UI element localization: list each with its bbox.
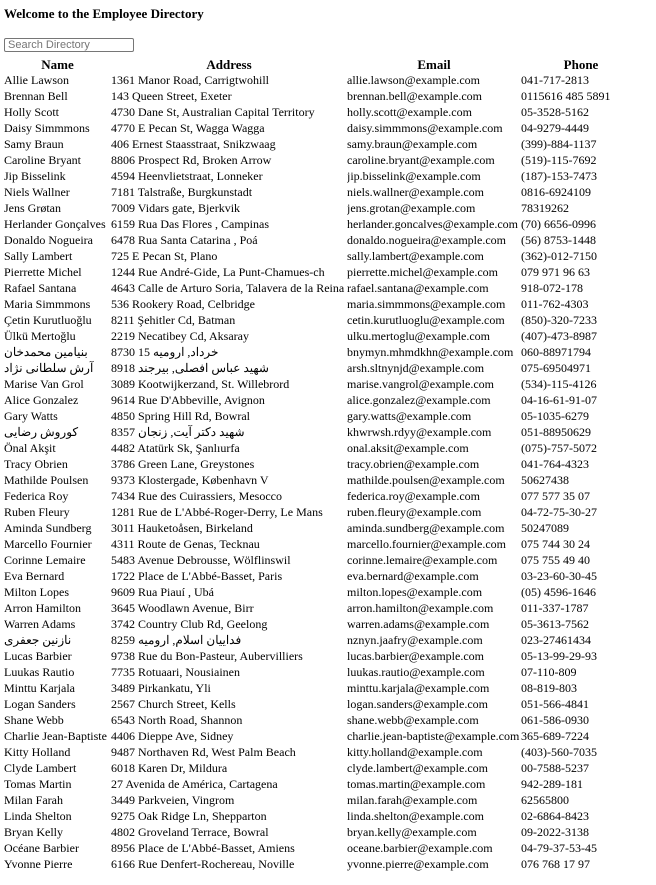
cell-address: 7434 Rue des Cuirassiers, Mesocco bbox=[111, 489, 282, 503]
cell-phone: 075 755 49 40 bbox=[521, 553, 590, 567]
cell-email: aminda.sundberg@example.com bbox=[347, 521, 505, 535]
cell-email: minttu.karjala@example.com bbox=[347, 681, 490, 695]
cell-address: 7181 Talstraße, Burgkunstadt bbox=[111, 185, 253, 199]
cell-name: Corinne Lemaire bbox=[4, 553, 86, 567]
cell-address: 536 Rookery Road, Celbridge bbox=[111, 297, 255, 311]
cell-phone: (399)-884-1137 bbox=[521, 137, 597, 151]
cell-email: tomas.martin@example.com bbox=[347, 777, 486, 791]
table-row bbox=[4, 568, 641, 584]
table-row bbox=[4, 296, 641, 312]
cell-email: arron.hamilton@example.com bbox=[347, 601, 494, 615]
cell-email: oceane.barbier@example.com bbox=[347, 841, 493, 855]
cell-name: Pierrette Michel bbox=[4, 265, 82, 279]
cell-email: yvonne.pierre@example.com bbox=[347, 857, 489, 871]
table-row bbox=[4, 808, 641, 824]
cell-name: Logan Sanders bbox=[4, 697, 76, 711]
cell-phone: (362)-012-7150 bbox=[521, 249, 597, 263]
cell-phone: 03-23-60-30-45 bbox=[521, 569, 597, 583]
table-row bbox=[4, 792, 641, 808]
cell-address: 406 Ernest Staasstraat, Snikzwaag bbox=[111, 137, 276, 151]
cell-phone: 0816-6924109 bbox=[521, 185, 591, 199]
cell-address: 1722 Place de L'Abbé-Basset, Paris bbox=[111, 569, 283, 583]
table-header bbox=[4, 57, 641, 72]
table-row bbox=[4, 744, 641, 760]
table-row bbox=[4, 616, 641, 632]
cell-email: brennan.bell@example.com bbox=[347, 89, 482, 103]
cell-phone: (56) 8753-1448 bbox=[521, 233, 596, 247]
table-row bbox=[4, 456, 641, 472]
table-row bbox=[4, 216, 641, 232]
cell-name: Kitty Holland bbox=[4, 745, 71, 759]
cell-address: 6159 Rua Das Flores , Campinas bbox=[111, 217, 269, 231]
table-row bbox=[4, 232, 641, 248]
cell-name: Milton Lopes bbox=[4, 585, 69, 599]
cell-phone: 04-72-75-30-27 bbox=[521, 505, 597, 519]
table-row bbox=[4, 328, 641, 344]
table-row bbox=[4, 248, 641, 264]
column-header-name: Name bbox=[41, 56, 74, 72]
table-row bbox=[4, 424, 641, 440]
cell-phone: 060-88971794 bbox=[521, 345, 591, 359]
table-row bbox=[4, 312, 641, 328]
cell-name: Ruben Fleury bbox=[4, 505, 70, 519]
cell-address: 4730 Dane St, Australian Capital Territory bbox=[111, 105, 315, 119]
table-body bbox=[4, 72, 641, 872]
cell-name: Linda Shelton bbox=[4, 809, 72, 823]
table-row bbox=[4, 200, 641, 216]
cell-name: آرش سلطانی نژاد bbox=[4, 361, 94, 375]
cell-email: donaldo.nogueira@example.com bbox=[347, 233, 506, 247]
cell-phone: 02-6864-8423 bbox=[521, 809, 589, 823]
cell-address: 7735 Rotuaari, Nousiainen bbox=[111, 665, 240, 679]
cell-email: charlie.jean-baptiste@example.com bbox=[347, 729, 520, 743]
table-row bbox=[4, 520, 641, 536]
cell-address: 725 E Pecan St, Plano bbox=[111, 249, 218, 263]
table-row bbox=[4, 664, 641, 680]
cell-address: 1361 Manor Road, Carrigtwohill bbox=[111, 73, 269, 87]
table-row bbox=[4, 120, 641, 136]
cell-email: tracy.obrien@example.com bbox=[347, 457, 480, 471]
cell-email: arsh.sltnynjd@example.com bbox=[347, 361, 485, 375]
cell-address: 6166 Rue Denfert-Rochereau, Noville bbox=[111, 857, 295, 871]
cell-email: daisy.simmmons@example.com bbox=[347, 121, 503, 135]
cell-name: Mathilde Poulsen bbox=[4, 473, 89, 487]
cell-phone: 023-27461434 bbox=[521, 633, 591, 647]
cell-address: 3449 Parkveien, Vingrom bbox=[111, 793, 235, 807]
table-row bbox=[4, 392, 641, 408]
column-header-address: Address bbox=[206, 56, 252, 72]
cell-address: 3011 Hauketoåsen, Birkeland bbox=[111, 521, 253, 535]
cell-email: corinne.lemaire@example.com bbox=[347, 553, 498, 567]
cell-address: 9487 Northaven Rd, West Palm Beach bbox=[111, 745, 296, 759]
cell-phone: (403)-560-7035 bbox=[521, 745, 597, 759]
cell-email: nznyn.jaafry@example.com bbox=[347, 633, 483, 647]
table-row bbox=[4, 728, 641, 744]
cell-address: 3089 Kootwijkerzand, St. Willebrord bbox=[111, 377, 290, 391]
cell-phone: (407)-473-8987 bbox=[521, 329, 597, 343]
table-row bbox=[4, 376, 641, 392]
cell-address: 4850 Spring Hill Rd, Bowral bbox=[111, 409, 251, 423]
search-bar bbox=[4, 37, 656, 53]
cell-address: 27 Avenida de América, Cartagena bbox=[111, 777, 278, 791]
cell-phone: (534)-115-4126 bbox=[521, 377, 597, 391]
cell-phone: 78319262 bbox=[521, 201, 569, 215]
table-row bbox=[4, 648, 641, 664]
cell-email: logan.sanders@example.com bbox=[347, 697, 489, 711]
cell-address: 6018 Karen Dr, Mildura bbox=[111, 761, 228, 775]
cell-phone: 0115616 485 5891 bbox=[521, 89, 611, 103]
cell-phone: 079 971 96 63 bbox=[521, 265, 590, 279]
cell-phone: (70) 6656-0996 bbox=[521, 217, 596, 231]
cell-phone: 011-762-4303 bbox=[521, 297, 589, 311]
cell-address: 4482 Atatürk Sk, Şanlıurfa bbox=[111, 441, 240, 455]
cell-address: 1281 Rue de L'Abbé-Roger-Derry, Le Mans bbox=[111, 505, 323, 519]
table-row bbox=[4, 600, 641, 616]
page-title: Welcome to the Employee Directory bbox=[4, 6, 204, 21]
cell-address: 9275 Oak Ridge Ln, Shepparton bbox=[111, 809, 267, 823]
cell-email: ulku.mertoglu@example.com bbox=[347, 329, 491, 343]
column-header-phone: Phone bbox=[563, 56, 599, 72]
cell-email: pierrette.michel@example.com bbox=[347, 265, 498, 279]
cell-address: 2567 Church Street, Kells bbox=[111, 697, 236, 711]
cell-email: clyde.lambert@example.com bbox=[347, 761, 488, 775]
cell-email: lucas.barbier@example.com bbox=[347, 649, 484, 663]
cell-phone: 061-586-0930 bbox=[521, 713, 589, 727]
cell-email: onal.aksit@example.com bbox=[347, 441, 469, 455]
cell-name: Gary Watts bbox=[4, 409, 58, 423]
cell-name: Aminda Sundberg bbox=[4, 521, 92, 535]
cell-address: 8259 فداییان اسلام, ارومیه bbox=[111, 633, 242, 647]
cell-phone: 00-7588-5237 bbox=[521, 761, 589, 775]
cell-name: Océane Barbier bbox=[4, 841, 79, 855]
cell-name: Niels Wallner bbox=[4, 185, 70, 199]
cell-name: Alice Gonzalez bbox=[4, 393, 79, 407]
cell-name: Warren Adams bbox=[4, 617, 76, 631]
cell-email: maria.simmmons@example.com bbox=[347, 297, 506, 311]
table-row bbox=[4, 680, 641, 696]
header-row bbox=[4, 57, 641, 72]
cell-email: sally.lambert@example.com bbox=[347, 249, 484, 263]
cell-phone: (519)-115-7692 bbox=[521, 153, 597, 167]
cell-address: 8730 خرداد, ارومیه 15 bbox=[111, 345, 219, 359]
table-row bbox=[4, 824, 641, 840]
cell-name: Shane Webb bbox=[4, 713, 64, 727]
cell-email: milan.farah@example.com bbox=[347, 793, 478, 807]
cell-address: 9609 Rua Piauí , Ubá bbox=[111, 585, 214, 599]
cell-email: ruben.fleury@example.com bbox=[347, 505, 482, 519]
table-row bbox=[4, 440, 641, 456]
cell-phone: (05) 4596-1646 bbox=[521, 585, 596, 599]
cell-phone: 011-337-1787 bbox=[521, 601, 589, 615]
cell-address: 6543 North Road, Shannon bbox=[111, 713, 243, 727]
cell-name: Sally Lambert bbox=[4, 249, 73, 263]
cell-address: 5483 Avenue Debrousse, Wölflinswil bbox=[111, 553, 291, 567]
cell-phone: (850)-320-7233 bbox=[521, 313, 597, 327]
cell-phone: 365-689-7224 bbox=[521, 729, 589, 743]
cell-email: jens.grotan@example.com bbox=[347, 201, 476, 215]
cell-name: Jip Bisselink bbox=[4, 169, 66, 183]
cell-phone: 041-764-4323 bbox=[521, 457, 589, 471]
cell-email: herlander.goncalves@example.com bbox=[347, 217, 518, 231]
cell-name: Brennan Bell bbox=[4, 89, 68, 103]
cell-address: 8956 Place de L'Abbé-Basset, Amiens bbox=[111, 841, 295, 855]
employee-table bbox=[4, 57, 641, 872]
cell-phone: 918-072-178 bbox=[521, 281, 583, 295]
table-row bbox=[4, 584, 641, 600]
cell-email: warren.adams@example.com bbox=[347, 617, 490, 631]
cell-address: 8211 Şehitler Cd, Batman bbox=[111, 313, 236, 327]
cell-address: 9373 Klostergade, København V bbox=[111, 473, 269, 487]
cell-address: 8918 شهید عباس افصلی, بیرجند bbox=[111, 361, 269, 375]
table-row bbox=[4, 168, 641, 184]
table-row bbox=[4, 856, 641, 872]
cell-phone: 075-69504971 bbox=[521, 361, 591, 375]
cell-phone: 942-289-181 bbox=[521, 777, 583, 791]
cell-email: cetin.kurutluoglu@example.com bbox=[347, 313, 505, 327]
cell-address: 3742 Country Club Rd, Geelong bbox=[111, 617, 268, 631]
table-row bbox=[4, 488, 641, 504]
cell-email: jip.bisselink@example.com bbox=[347, 169, 481, 183]
cell-phone: 04-9279-4449 bbox=[521, 121, 589, 135]
table-row bbox=[4, 104, 641, 120]
cell-name: Maria Simmmons bbox=[4, 297, 91, 311]
cell-email: marcello.fournier@example.com bbox=[347, 537, 506, 551]
cell-email: rafael.santana@example.com bbox=[347, 281, 489, 295]
cell-phone: (075)-757-5072 bbox=[521, 441, 597, 455]
cell-phone: 077 577 35 07 bbox=[521, 489, 590, 503]
cell-name: Clyde Lambert bbox=[4, 761, 77, 775]
table-row bbox=[4, 72, 641, 88]
table-row bbox=[4, 472, 641, 488]
cell-name: Rafael Santana bbox=[4, 281, 77, 295]
cell-phone: 05-3613-7562 bbox=[521, 617, 589, 631]
cell-name: Allie Lawson bbox=[4, 73, 69, 87]
cell-name: Tomas Martin bbox=[4, 777, 72, 791]
cell-address: 8357 شهید دکتر آیت, زنجان bbox=[111, 425, 245, 439]
cell-phone: 05-3528-5162 bbox=[521, 105, 589, 119]
cell-email: linda.shelton@example.com bbox=[347, 809, 485, 823]
cell-name: Marise Van Grol bbox=[4, 377, 84, 391]
cell-email: kitty.holland@example.com bbox=[347, 745, 483, 759]
cell-email: caroline.bryant@example.com bbox=[347, 153, 495, 167]
search-input[interactable] bbox=[4, 38, 134, 52]
cell-name: Önal Akşit bbox=[4, 441, 56, 455]
cell-name: بنیامین محمدخان bbox=[4, 345, 88, 359]
table-row bbox=[4, 776, 641, 792]
cell-address: 4594 Heenvlietstraat, Lonneker bbox=[111, 169, 263, 183]
cell-phone: 50247089 bbox=[521, 521, 569, 535]
table-row bbox=[4, 408, 641, 424]
cell-email: mathilde.poulsen@example.com bbox=[347, 473, 505, 487]
cell-address: 8806 Prospect Rd, Broken Arrow bbox=[111, 153, 272, 167]
cell-address: 4643 Calle de Arturo Soria, Talavera de la Reina bbox=[111, 281, 345, 295]
cell-email: allie.lawson@example.com bbox=[347, 73, 481, 87]
table-row bbox=[4, 280, 641, 296]
cell-name: Tracy Obrien bbox=[4, 457, 68, 471]
cell-name: Caroline Bryant bbox=[4, 153, 81, 167]
cell-phone: 051-566-4841 bbox=[521, 697, 589, 711]
cell-email: samy.braun@example.com bbox=[347, 137, 478, 151]
cell-email: shane.webb@example.com bbox=[347, 713, 479, 727]
cell-name: Çetin Kurutluoğlu bbox=[4, 313, 92, 327]
cell-address: 4311 Route de Genas, Tecknau bbox=[111, 537, 260, 551]
table-row bbox=[4, 696, 641, 712]
cell-name: Eva Bernard bbox=[4, 569, 65, 583]
cell-address: 6478 Rua Santa Catarina , Poá bbox=[111, 233, 258, 247]
cell-phone: 09-2022-3138 bbox=[521, 825, 589, 839]
column-header-email: Email bbox=[417, 56, 451, 72]
cell-email: federica.roy@example.com bbox=[347, 489, 480, 503]
cell-address: 9738 Rue du Bon-Pasteur, Aubervilliers bbox=[111, 649, 303, 663]
table-row bbox=[4, 344, 641, 360]
cell-name: نازنین جعفری bbox=[4, 633, 72, 647]
cell-name: Arron Hamilton bbox=[4, 601, 81, 615]
cell-address: 9614 Rue D'Abbeville, Avignon bbox=[111, 393, 265, 407]
cell-name: Donaldo Nogueira bbox=[4, 233, 93, 247]
cell-phone: 076 768 17 97 bbox=[521, 857, 590, 871]
table-row bbox=[4, 504, 641, 520]
cell-email: alice.gonzalez@example.com bbox=[347, 393, 491, 407]
cell-address: 2219 Necatibey Cd, Aksaray bbox=[111, 329, 249, 343]
cell-email: luukas.rautio@example.com bbox=[347, 665, 485, 679]
cell-name: Federica Roy bbox=[4, 489, 69, 503]
cell-email: niels.wallner@example.com bbox=[347, 185, 485, 199]
cell-email: bryan.kelly@example.com bbox=[347, 825, 477, 839]
cell-address: 3489 Pirkankatu, Yli bbox=[111, 681, 211, 695]
table-row bbox=[4, 840, 641, 856]
cell-phone: 04-16-61-91-07 bbox=[521, 393, 597, 407]
cell-phone: 08-819-803 bbox=[521, 681, 577, 695]
cell-phone: (187)-153-7473 bbox=[521, 169, 597, 183]
cell-phone: 50627438 bbox=[521, 473, 569, 487]
table-row bbox=[4, 712, 641, 728]
cell-email: gary.watts@example.com bbox=[347, 409, 472, 423]
cell-phone: 04-79-37-53-45 bbox=[521, 841, 597, 855]
cell-name: Charlie Jean-Baptiste bbox=[4, 729, 107, 743]
cell-phone: 07-110-809 bbox=[521, 665, 577, 679]
cell-phone: 075 744 30 24 bbox=[521, 537, 590, 551]
cell-name: Marcello Fournier bbox=[4, 537, 92, 551]
table-row bbox=[4, 760, 641, 776]
cell-name: Minttu Karjala bbox=[4, 681, 75, 695]
cell-address: 7009 Vidars gate, Bjerkvik bbox=[111, 201, 241, 215]
table-row bbox=[4, 360, 641, 376]
cell-address: 3786 Green Lane, Greystones bbox=[111, 457, 255, 471]
cell-address: 4406 Dieppe Ave, Sidney bbox=[111, 729, 234, 743]
table-row bbox=[4, 632, 641, 648]
cell-email: bnymyn.mhmdkhn@example.com bbox=[347, 345, 514, 359]
cell-address: 4770 E Pecan St, Wagga Wagga bbox=[111, 121, 265, 135]
table-row bbox=[4, 264, 641, 280]
cell-name: Samy Braun bbox=[4, 137, 64, 151]
cell-phone: 05-13-99-29-93 bbox=[521, 649, 597, 663]
cell-email: eva.bernard@example.com bbox=[347, 569, 479, 583]
cell-email: milton.lopes@example.com bbox=[347, 585, 483, 599]
cell-name: Herlander Gonçalves bbox=[4, 217, 106, 231]
cell-email: marise.vangrol@example.com bbox=[347, 377, 494, 391]
cell-name: Daisy Simmmons bbox=[4, 121, 90, 135]
cell-phone: 05-1035-6279 bbox=[521, 409, 589, 423]
cell-name: Holly Scott bbox=[4, 105, 60, 119]
cell-name: Ülkü Mertoğlu bbox=[4, 329, 76, 343]
table-row bbox=[4, 536, 641, 552]
cell-name: Bryan Kelly bbox=[4, 825, 63, 839]
cell-name: Lucas Barbier bbox=[4, 649, 72, 663]
cell-name: Jens Grøtan bbox=[4, 201, 61, 215]
table-row bbox=[4, 88, 641, 104]
cell-phone: 62565800 bbox=[521, 793, 569, 807]
table-row bbox=[4, 136, 641, 152]
table-row bbox=[4, 152, 641, 168]
cell-email: khwrwsh.rdyy@example.com bbox=[347, 425, 492, 439]
cell-address: 143 Queen Street, Exeter bbox=[111, 89, 232, 103]
cell-address: 3645 Woodlawn Avenue, Birr bbox=[111, 601, 254, 615]
table-row bbox=[4, 184, 641, 200]
cell-name: Luukas Rautio bbox=[4, 665, 75, 679]
cell-phone: 041-717-2813 bbox=[521, 73, 589, 87]
cell-address: 4802 Groveland Terrace, Bowral bbox=[111, 825, 269, 839]
table-row bbox=[4, 552, 641, 568]
cell-email: holly.scott@example.com bbox=[347, 105, 472, 119]
cell-name: کوروش رضایی bbox=[4, 425, 79, 439]
cell-phone: 051-88950629 bbox=[521, 425, 591, 439]
cell-address: 1244 Rue André-Gide, La Punt-Chamues-ch bbox=[111, 265, 325, 279]
cell-name: Yvonne Pierre bbox=[4, 857, 73, 871]
cell-name: Milan Farah bbox=[4, 793, 63, 807]
